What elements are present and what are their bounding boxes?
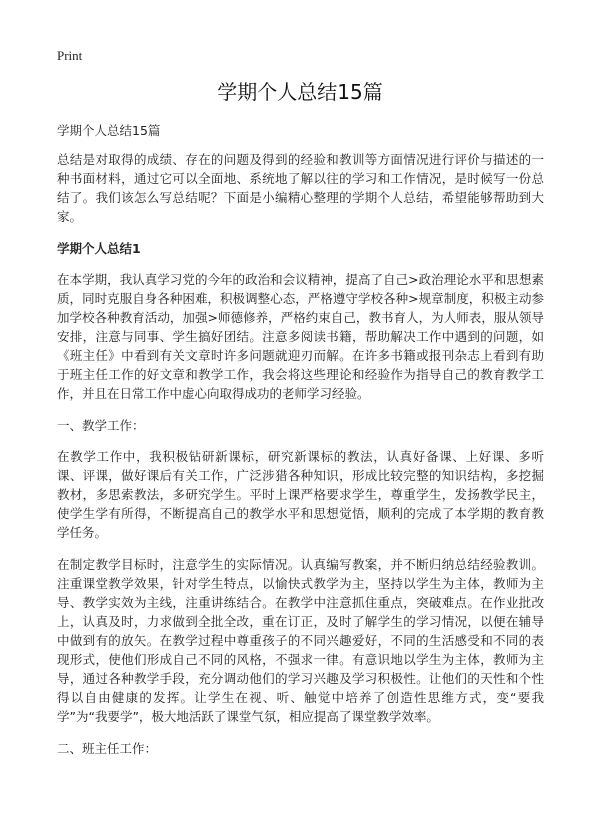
teaching-paragraph-2: 在制定教学目标时，注意学生的实际情况。认真编写教案，并不断归纳总结经验教训。注重课堂教学效果，针对学生特点，以愉快式教学为主，坚持以学生为主体，教师为主导、教学实效为主线，注重讲练结合。在教学中注意抓住重点，突破难点。在作业批改上，认真及时，力求做到全批全改，重在订正，及时了解学生的学习情况，以便在辅导中做到有的放矢。在教学过程中尊重孩子的不同兴趣爱好，不同的生活感受和不同的表现形式，使他们形成自己不同的风格，不强求一律。有意识地以学生为主体，教师为主导，通过各种教学手段，充分调动他们的学习兴趣及学习积极性。让他们的天性和个性得以自由健康的发挥。让学生在视、听、触觉中培养了创造性思维方式，变“要我学”为“我要学”，极大地活跃了课堂气氛，相应提高了课堂教学效率。 — [57, 557, 544, 724]
teaching-paragraph-1: 在教学工作中，我积极钻研新课标，研究新课标的教法，认真好备课、上好课、多听课、评课，做好课后有关工作，广泛涉猎各种知识，形成比较完整的知识结构，多挖掘教材，多思索教法，多研究学生。平时上课严格要求学生，尊重学生，发扬教学民主，使学生学有所得，不断提高自己的教学水平和思想觉悟，顺利的完成了本学期的教育教学任务。 — [57, 449, 544, 540]
document-body — [57, 121, 544, 770]
summary-1-paragraph: 在本学期，我认真学习党的今年的政治和会议精神，提高了自己>政治理论水平和思想素质，同时克服自身各种困难，积极调整心态，严格遵守学校各种>规章制度，积极主动参加学校各种教育活动，加强>师德修养，严格约束自己，教书育人，为人师表，服从领导安排，注意与同事、学生搞好团结。注意多阅读书籍，帮助解决工作中遇到的问题，如《班主任》中看到有关文章时许多问题就迎刃而解。在许多书籍或报刊杂志上看到有助于班主任工作的好文章和教学工作，我会将这些理论和经验作为指导自己的教育教学工作，并且在日常工作中虚心向取得成功的老师学习经验。 — [57, 272, 544, 401]
page-title: 学期个人总结15篇 — [217, 80, 383, 104]
headteacher-work-heading: 二、班主任工作： — [57, 741, 158, 756]
document-subtitle: 学期个人总结15篇 — [57, 123, 161, 138]
section-heading-summary-1: 学期个人总结1 — [57, 241, 141, 256]
print-link[interactable]: Print — [57, 48, 83, 63]
intro-paragraph: 总结是对取得的成绩、存在的问题及得到的经验和教训等方面情况进行评价与描述的一种书面材料，通过它可以全面地、系统地了解以往的学习和工作情况，是时候写一份总结了。我们该怎么写总结呢？下面是小编精心整理的学期个人总结，希望能够帮助到大家。 — [57, 152, 544, 224]
teaching-work-heading: 一、教学工作： — [57, 418, 145, 433]
